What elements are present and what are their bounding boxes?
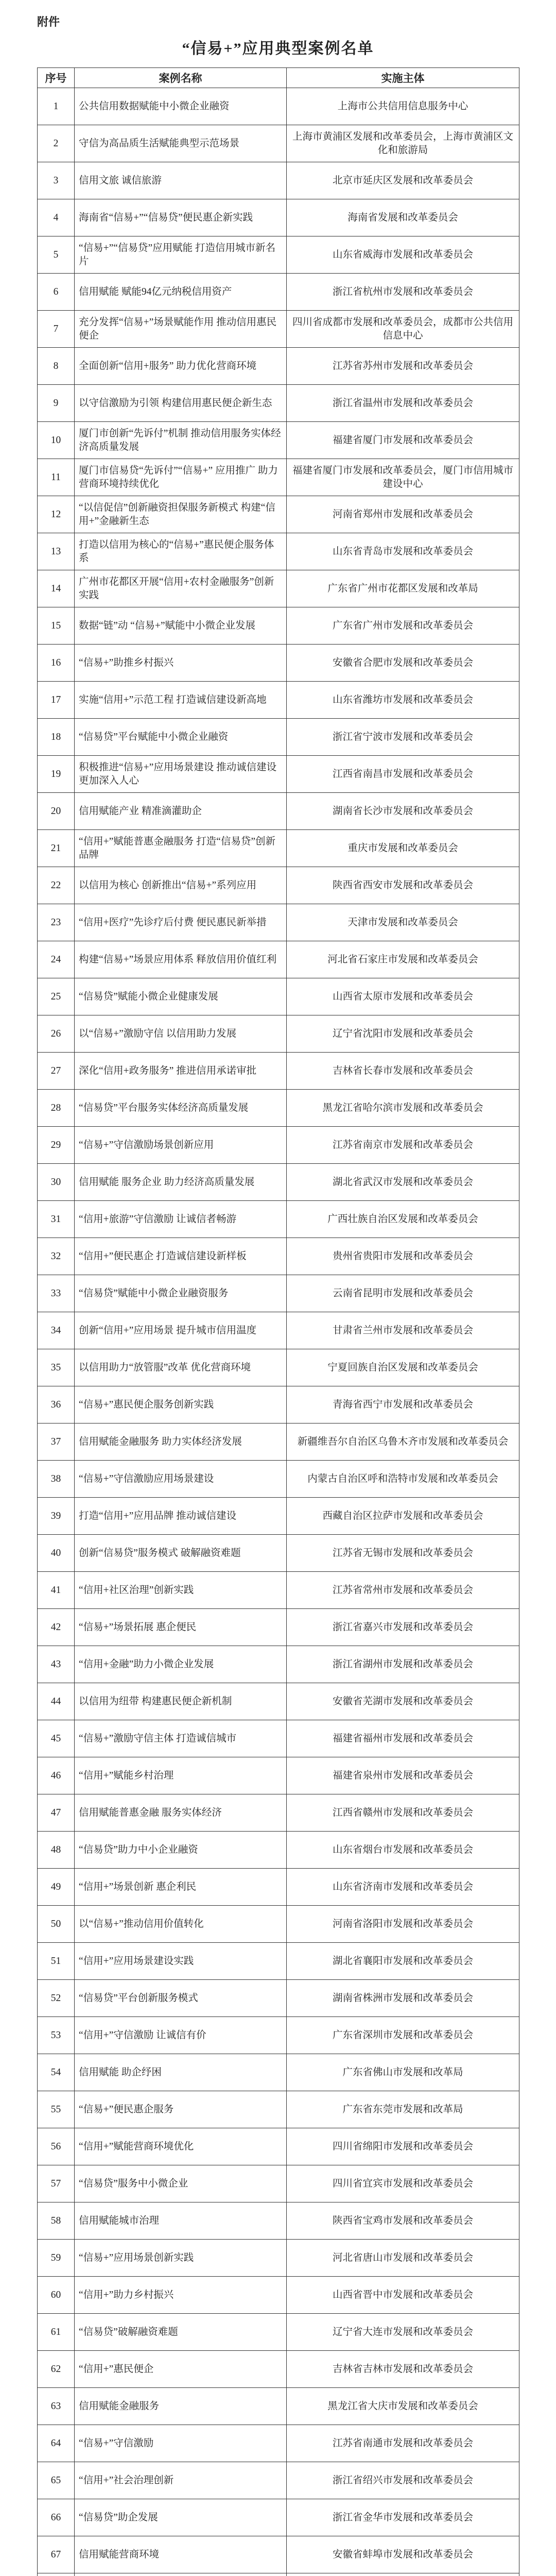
case-name: “信易+”场景拓展 惠企便民 bbox=[75, 1609, 287, 1646]
row-number: 38 bbox=[38, 1461, 75, 1498]
row-number: 37 bbox=[38, 1423, 75, 1461]
case-name: 厦门市创新“先诉付”机制 推动信用服务实体经济高质量发展 bbox=[75, 422, 287, 459]
page-title: “信易+”应用典型案例名单 bbox=[182, 40, 374, 57]
implementer: 浙江省嘉兴市发展和改革委员会 bbox=[287, 1609, 519, 1646]
case-name: “信易贷”助企发展 bbox=[75, 2499, 287, 2536]
table-row bbox=[38, 2091, 519, 2128]
row-number: 54 bbox=[38, 2054, 75, 2091]
table-row bbox=[38, 2054, 519, 2091]
implementer: 上海市公共信用信息服务中心 bbox=[287, 88, 519, 125]
case-name: “信用+”场景创新 惠企利民 bbox=[75, 1869, 287, 1906]
row-number: 25 bbox=[38, 978, 75, 1015]
implementer: 浙江省宁波市发展和改革委员会 bbox=[287, 719, 519, 756]
row-number: 20 bbox=[38, 793, 75, 830]
table-row bbox=[38, 1572, 519, 1609]
header-case-name: 案例名称 bbox=[75, 68, 287, 88]
table-row bbox=[38, 1683, 519, 1720]
case-name: 信用赋能 助企纾困 bbox=[75, 2054, 287, 2091]
implementer: 湖北省武汉市发展和改革委员会 bbox=[287, 1164, 519, 1201]
header-implementer: 实施主体 bbox=[287, 68, 519, 88]
implementer: 内蒙古自治区呼和浩特市发展和改革委员会 bbox=[287, 1461, 519, 1498]
implementer: 山东省威海市发展和改革委员会 bbox=[287, 236, 519, 274]
implementer: 甘肃省兰州市发展和改革委员会 bbox=[287, 1312, 519, 1349]
implementer: 四川省绵阳市发展和改革委员会 bbox=[287, 2128, 519, 2165]
table-row bbox=[38, 2425, 519, 2462]
row-number: 33 bbox=[38, 1275, 75, 1312]
row-number: 8 bbox=[38, 348, 75, 385]
case-name: “信用+”赋能营商环境优化 bbox=[75, 2128, 287, 2165]
case-name: 实施“信用+”示范工程 打造诚信建设新高地 bbox=[75, 682, 287, 719]
case-name: 公共信用数据赋能中小微企业融资 bbox=[75, 88, 287, 125]
case-name: 信用赋能城市治理 bbox=[75, 2202, 287, 2240]
implementer: 贵州省贵阳市发展和改革委员会 bbox=[287, 1238, 519, 1275]
implementer: 江苏省常州市发展和改革委员会 bbox=[287, 1572, 519, 1609]
table-row bbox=[38, 570, 519, 607]
table-row bbox=[38, 645, 519, 682]
row-number: 31 bbox=[38, 1201, 75, 1238]
table-row bbox=[38, 1535, 519, 1572]
case-name: “信用+”社会治理创新 bbox=[75, 2462, 287, 2499]
case-name: “信用+社区治理”创新实践 bbox=[75, 1572, 287, 1609]
implementer: 浙江省金华市发展和改革委员会 bbox=[287, 2499, 519, 2536]
case-name: 信用赋能 服务企业 助力经济高质量发展 bbox=[75, 1164, 287, 1201]
implementer: 江苏省南通市发展和改革委员会 bbox=[287, 2425, 519, 2462]
table-row bbox=[38, 1164, 519, 1201]
table-row bbox=[38, 756, 519, 793]
case-name: “信用+旅游”守信激励 让诚信者畅游 bbox=[75, 1201, 287, 1238]
implementer: 广东省佛山市发展和改革局 bbox=[287, 2054, 519, 2091]
implementer: 湖北省襄阳市发展和改革委员会 bbox=[287, 1943, 519, 1980]
table-row bbox=[38, 1349, 519, 1386]
implementer: 湖南省株洲市发展和改革委员会 bbox=[287, 1980, 519, 2017]
implementer: 海南省发展和改革委员会 bbox=[287, 199, 519, 236]
implementer bbox=[287, 2573, 519, 2576]
table-row bbox=[38, 2240, 519, 2277]
case-name: “信易+”“信易贷”应用赋能 打造信用城市新名片 bbox=[75, 236, 287, 274]
row-number: 63 bbox=[38, 2388, 75, 2425]
row-number: 41 bbox=[38, 1572, 75, 1609]
row-number: 53 bbox=[38, 2017, 75, 2054]
implementer: 黑龙江省大庆市发展和改革委员会 bbox=[287, 2388, 519, 2425]
implementer: 福建省厦门市发展和改革委员会 bbox=[287, 422, 519, 459]
implementer: 吉林省长春市发展和改革委员会 bbox=[287, 1053, 519, 1090]
implementer: 浙江省湖州市发展和改革委员会 bbox=[287, 1646, 519, 1683]
table-row bbox=[38, 88, 519, 125]
implementer: 江西省南昌市发展和改革委员会 bbox=[287, 756, 519, 793]
table-row bbox=[38, 125, 519, 162]
row-number: 49 bbox=[38, 1869, 75, 1906]
case-name: 以信用为核心 创新推出“信易+”系列应用 bbox=[75, 867, 287, 904]
table-row bbox=[38, 941, 519, 978]
row-number: 60 bbox=[38, 2277, 75, 2314]
table-row bbox=[38, 1312, 519, 1349]
table-row bbox=[38, 459, 519, 496]
row-number: 47 bbox=[38, 1794, 75, 1832]
row-number: 51 bbox=[38, 1943, 75, 1980]
table-row bbox=[38, 1609, 519, 1646]
implementer: 安徽省芜湖市发展和改革委员会 bbox=[287, 1683, 519, 1720]
implementer: 重庆市发展和改革委员会 bbox=[287, 830, 519, 867]
table-row bbox=[38, 1869, 519, 1906]
implementer: 宁夏回族自治区发展和改革委员会 bbox=[287, 1349, 519, 1386]
row-number: 7 bbox=[38, 311, 75, 348]
row-number: 42 bbox=[38, 1609, 75, 1646]
case-name: “信用+”助力乡村振兴 bbox=[75, 2277, 287, 2314]
row-number: 64 bbox=[38, 2425, 75, 2462]
case-name: “信易贷”赋能中小微企业融资服务 bbox=[75, 1275, 287, 1312]
row-number: 45 bbox=[38, 1720, 75, 1757]
case-name: “信易+”守信激励应用场景建设 bbox=[75, 1461, 287, 1498]
case-table bbox=[37, 67, 519, 2576]
row-number: 4 bbox=[38, 199, 75, 236]
case-name bbox=[75, 2573, 287, 2576]
row-number: 26 bbox=[38, 1015, 75, 1053]
table-row bbox=[38, 2573, 519, 2576]
case-name: “信用+”赋能乡村治理 bbox=[75, 1757, 287, 1794]
implementer: 广西壮族自治区发展和改革委员会 bbox=[287, 1201, 519, 1238]
case-name: 信用赋能金融服务 bbox=[75, 2388, 287, 2425]
implementer: 广东省深圳市发展和改革委员会 bbox=[287, 2017, 519, 2054]
case-name: 信用赋能营商环境 bbox=[75, 2536, 287, 2573]
table-row bbox=[38, 2499, 519, 2536]
table-row bbox=[38, 2202, 519, 2240]
table-row bbox=[38, 311, 519, 348]
attachment-label: 附件 bbox=[37, 15, 60, 28]
table-row bbox=[38, 1498, 519, 1535]
implementer: 新疆维吾尔自治区乌鲁木齐市发展和改革委员会 bbox=[287, 1423, 519, 1461]
table-row bbox=[38, 1201, 519, 1238]
row-number: 11 bbox=[38, 459, 75, 496]
table-row bbox=[38, 1275, 519, 1312]
row-number: 19 bbox=[38, 756, 75, 793]
table-row bbox=[38, 1794, 519, 1832]
case-name: 充分发挥“信易+”场景赋能作用 推动信用惠民便企 bbox=[75, 311, 287, 348]
implementer: 山西省晋中市发展和改革委员会 bbox=[287, 2277, 519, 2314]
case-name: 打造“信用+”应用品牌 推动诚信建设 bbox=[75, 1498, 287, 1535]
implementer: 江苏省无锡市发展和改革委员会 bbox=[287, 1535, 519, 1572]
table-row bbox=[38, 904, 519, 941]
row-number: 61 bbox=[38, 2314, 75, 2351]
row-number: 56 bbox=[38, 2128, 75, 2165]
case-name: “信用+”应用场景建设实践 bbox=[75, 1943, 287, 1980]
case-name: “信易+”应用场景创新实践 bbox=[75, 2240, 287, 2277]
case-name: “信易+”助推乡村振兴 bbox=[75, 645, 287, 682]
case-name: 信用赋能金融服务 助力实体经济发展 bbox=[75, 1423, 287, 1461]
case-name: 打造以信用为核心的“信易+”惠民便企服务体系 bbox=[75, 533, 287, 570]
implementer: 云南省昆明市发展和改革委员会 bbox=[287, 1275, 519, 1312]
row-number: 24 bbox=[38, 941, 75, 978]
row-number: 3 bbox=[38, 162, 75, 199]
row-number: 35 bbox=[38, 1349, 75, 1386]
row-number: 16 bbox=[38, 645, 75, 682]
case-name: “信用+医疗”先诊疗后付费 便民惠民新举措 bbox=[75, 904, 287, 941]
row-number: 15 bbox=[38, 607, 75, 645]
implementer: 青海省西宁市发展和改革委员会 bbox=[287, 1386, 519, 1423]
table-row bbox=[38, 1943, 519, 1980]
row-number: 59 bbox=[38, 2240, 75, 2277]
row-number: 58 bbox=[38, 2202, 75, 2240]
row-number: 66 bbox=[38, 2499, 75, 2536]
row-number: 52 bbox=[38, 1980, 75, 2017]
row-number: 50 bbox=[38, 1906, 75, 1943]
case-name: “以信促信”创新融资担保服务新模式 构建“信用+”金融新生态 bbox=[75, 496, 287, 533]
table-row bbox=[38, 978, 519, 1015]
table-row bbox=[38, 236, 519, 274]
table-row bbox=[38, 1423, 519, 1461]
case-name: 守信为高品质生活赋能典型示范场景 bbox=[75, 125, 287, 162]
implementer: 河南省洛阳市发展和改革委员会 bbox=[287, 1906, 519, 1943]
implementer: 福建省泉州市发展和改革委员会 bbox=[287, 1757, 519, 1794]
table-row bbox=[38, 1906, 519, 1943]
case-name: 创新“信易贷”服务模式 破解融资难题 bbox=[75, 1535, 287, 1572]
implementer: 天津市发展和改革委员会 bbox=[287, 904, 519, 941]
implementer: 四川省宜宾市发展和改革委员会 bbox=[287, 2165, 519, 2202]
table-row bbox=[38, 1386, 519, 1423]
case-name: “信易贷”助力中小企业融资 bbox=[75, 1832, 287, 1869]
case-name: “信易贷”服务中小微企业 bbox=[75, 2165, 287, 2202]
implementer: 黑龙江省哈尔滨市发展和改革委员会 bbox=[287, 1090, 519, 1127]
implementer: 山东省烟台市发展和改革委员会 bbox=[287, 1832, 519, 1869]
implementer: 辽宁省大连市发展和改革委员会 bbox=[287, 2314, 519, 2351]
case-name: 数据“链”动 “信易+”赋能中小微企业发展 bbox=[75, 607, 287, 645]
case-name: 厦门市信易贷“先诉付”“信易+” 应用推广 助力营商环境持续优化 bbox=[75, 459, 287, 496]
table-row bbox=[38, 1720, 519, 1757]
table-row bbox=[38, 682, 519, 719]
implementer: 湖南省长沙市发展和改革委员会 bbox=[287, 793, 519, 830]
case-name: “信易+”守信激励场景创新应用 bbox=[75, 1127, 287, 1164]
header-no: 序号 bbox=[38, 68, 75, 88]
table-row bbox=[38, 496, 519, 533]
implementer: 河北省石家庄市发展和改革委员会 bbox=[287, 941, 519, 978]
case-name: “信用+”便民惠企 打造诚信建设新样板 bbox=[75, 1238, 287, 1275]
row-number: 28 bbox=[38, 1090, 75, 1127]
table-row bbox=[38, 2128, 519, 2165]
implementer: 浙江省杭州市发展和改革委员会 bbox=[287, 274, 519, 311]
table-row bbox=[38, 533, 519, 570]
table-row bbox=[38, 1127, 519, 1164]
row-number: 6 bbox=[38, 274, 75, 311]
row-number: 34 bbox=[38, 1312, 75, 1349]
row-number: 5 bbox=[38, 236, 75, 274]
case-name: 以信用为纽带 构建惠民便企新机制 bbox=[75, 1683, 287, 1720]
case-name: 创新“信用+”应用场景 提升城市信用温度 bbox=[75, 1312, 287, 1349]
implementer: 辽宁省沈阳市发展和改革委员会 bbox=[287, 1015, 519, 1053]
case-name: “信用+”守信激励 让诚信有价 bbox=[75, 2017, 287, 2054]
table-row bbox=[38, 2277, 519, 2314]
case-name: “信用+金融”助力小微企业发展 bbox=[75, 1646, 287, 1683]
row-number: 1 bbox=[38, 88, 75, 125]
row-number: 43 bbox=[38, 1646, 75, 1683]
implementer: 广东省广州市发展和改革委员会 bbox=[287, 607, 519, 645]
case-name: “信易+”守信激励 bbox=[75, 2425, 287, 2462]
row-number: 48 bbox=[38, 1832, 75, 1869]
case-name: 以信用助力“放管服”改革 优化营商环境 bbox=[75, 1349, 287, 1386]
implementer: 安徽省合肥市发展和改革委员会 bbox=[287, 645, 519, 682]
case-name: 广州市花都区开展“信用+农村金融服务”创新实践 bbox=[75, 570, 287, 607]
table-row bbox=[38, 422, 519, 459]
table-row bbox=[38, 385, 519, 422]
row-number: 62 bbox=[38, 2351, 75, 2388]
case-name: “信易贷”平台赋能中小微企业融资 bbox=[75, 719, 287, 756]
implementer: 西藏自治区拉萨市发展和改革委员会 bbox=[287, 1498, 519, 1535]
implementer: 江西省赣州市发展和改革委员会 bbox=[287, 1794, 519, 1832]
table-row bbox=[38, 830, 519, 867]
table-row bbox=[38, 2536, 519, 2573]
implementer: 安徽省蚌埠市发展和改革委员会 bbox=[287, 2536, 519, 2573]
implementer: 四川省成都市发展和改革委员会，成都市公共信用信息中心 bbox=[287, 311, 519, 348]
table-row bbox=[38, 2314, 519, 2351]
implementer: 山东省济南市发展和改革委员会 bbox=[287, 1869, 519, 1906]
case-name: 全面创新“信用+服务” 助力优化营商环境 bbox=[75, 348, 287, 385]
row-number: 57 bbox=[38, 2165, 75, 2202]
implementer: 上海市黄浦区发展和改革委员会，上海市黄浦区文化和旅游局 bbox=[287, 125, 519, 162]
row-number: 17 bbox=[38, 682, 75, 719]
table-row bbox=[38, 1090, 519, 1127]
row-number: 67 bbox=[38, 2536, 75, 2573]
row-number: 18 bbox=[38, 719, 75, 756]
row-number: 10 bbox=[38, 422, 75, 459]
table-row bbox=[38, 1832, 519, 1869]
implementer: 福建省厦门市发展和改革委员会，厦门市信用城市建设中心 bbox=[287, 459, 519, 496]
case-name: 海南省“信易+”“信易贷”便民惠企新实践 bbox=[75, 199, 287, 236]
case-name: 积极推进“信易+”应用场景建设 推动诚信建设更加深入人心 bbox=[75, 756, 287, 793]
implementer: 江苏省南京市发展和改革委员会 bbox=[287, 1127, 519, 1164]
table-row bbox=[38, 2462, 519, 2499]
table-row bbox=[38, 2388, 519, 2425]
table-row bbox=[38, 2351, 519, 2388]
table-row bbox=[38, 793, 519, 830]
implementer: 陕西省西安市发展和改革委员会 bbox=[287, 867, 519, 904]
table-row bbox=[38, 867, 519, 904]
case-name: 信用赋能普惠金融 服务实体经济 bbox=[75, 1794, 287, 1832]
row-number: 30 bbox=[38, 1164, 75, 1201]
table-row bbox=[38, 1238, 519, 1275]
case-name: “信易+”激励守信主体 打造诚信城市 bbox=[75, 1720, 287, 1757]
case-name: “信易贷”赋能小微企业健康发展 bbox=[75, 978, 287, 1015]
implementer: 广东省东莞市发展和改革局 bbox=[287, 2091, 519, 2128]
case-name: 深化“信用+政务服务” 推进信用承诺审批 bbox=[75, 1053, 287, 1090]
table-row bbox=[38, 162, 519, 199]
implementer: 吉林省吉林市发展和改革委员会 bbox=[287, 2351, 519, 2388]
case-name: 信用赋能 赋能94亿元纳税信用资产 bbox=[75, 274, 287, 311]
case-name: 构建“信易+”场景应用体系 释放信用价值红利 bbox=[75, 941, 287, 978]
case-name: 信用赋能产业 精准滴灌助企 bbox=[75, 793, 287, 830]
implementer: 广东省广州市花都区发展和改革局 bbox=[287, 570, 519, 607]
row-number: 39 bbox=[38, 1498, 75, 1535]
implementer: 北京市延庆区发展和改革委员会 bbox=[287, 162, 519, 199]
case-name: “信用+”惠民便企 bbox=[75, 2351, 287, 2388]
row-number: 44 bbox=[38, 1683, 75, 1720]
case-name: “信用+”赋能普惠金融服务 打造“信易贷”创新品牌 bbox=[75, 830, 287, 867]
row-number: 23 bbox=[38, 904, 75, 941]
table-row bbox=[38, 2165, 519, 2202]
row-number: 13 bbox=[38, 533, 75, 570]
table-body bbox=[38, 88, 519, 2576]
row-number: 40 bbox=[38, 1535, 75, 1572]
row-number: 55 bbox=[38, 2091, 75, 2128]
table-row bbox=[38, 1015, 519, 1053]
row-number: 12 bbox=[38, 496, 75, 533]
case-name: 以“信易+”激励守信 以信用助力发展 bbox=[75, 1015, 287, 1053]
table-row bbox=[38, 1646, 519, 1683]
table-header-row bbox=[38, 68, 519, 88]
row-number: 29 bbox=[38, 1127, 75, 1164]
implementer: 河南省郑州市发展和改革委员会 bbox=[287, 496, 519, 533]
row-number: 46 bbox=[38, 1757, 75, 1794]
row-number: 9 bbox=[38, 385, 75, 422]
case-name: “信易+”便民惠企服务 bbox=[75, 2091, 287, 2128]
row-number: 36 bbox=[38, 1386, 75, 1423]
case-name: “信易贷”破解融资难题 bbox=[75, 2314, 287, 2351]
table-row bbox=[38, 2017, 519, 2054]
implementer: 福建省福州市发展和改革委员会 bbox=[287, 1720, 519, 1757]
case-name: 以“信易+”推动信用价值转化 bbox=[75, 1906, 287, 1943]
implementer: 河北省唐山市发展和改革委员会 bbox=[287, 2240, 519, 2277]
row-number: 21 bbox=[38, 830, 75, 867]
row-number: 2 bbox=[38, 125, 75, 162]
implementer: 山西省太原市发展和改革委员会 bbox=[287, 978, 519, 1015]
table-row bbox=[38, 1980, 519, 2017]
row-number: 32 bbox=[38, 1238, 75, 1275]
table-row bbox=[38, 1053, 519, 1090]
case-name: “信易贷”平台创新服务模式 bbox=[75, 1980, 287, 2017]
table-row bbox=[38, 274, 519, 311]
implementer: 山东省潍坊市发展和改革委员会 bbox=[287, 682, 519, 719]
row-number bbox=[38, 2573, 75, 2576]
table-row bbox=[38, 1461, 519, 1498]
case-name: 以守信激励为引领 构建信用惠民便企新生态 bbox=[75, 385, 287, 422]
implementer: 山东省青岛市发展和改革委员会 bbox=[287, 533, 519, 570]
table-row bbox=[38, 348, 519, 385]
implementer: 江苏省苏州市发展和改革委员会 bbox=[287, 348, 519, 385]
implementer: 浙江省温州市发展和改革委员会 bbox=[287, 385, 519, 422]
table-row bbox=[38, 199, 519, 236]
case-name: “信易+”惠民便企服务创新实践 bbox=[75, 1386, 287, 1423]
case-name: “信易贷”平台服务实体经济高质量发展 bbox=[75, 1090, 287, 1127]
implementer: 陕西省宝鸡市发展和改革委员会 bbox=[287, 2202, 519, 2240]
table-row bbox=[38, 607, 519, 645]
case-name: 信用文旅 诚信旅游 bbox=[75, 162, 287, 199]
row-number: 22 bbox=[38, 867, 75, 904]
table-row bbox=[38, 1757, 519, 1794]
table-row bbox=[38, 719, 519, 756]
row-number: 27 bbox=[38, 1053, 75, 1090]
implementer: 浙江省绍兴市发展和改革委员会 bbox=[287, 2462, 519, 2499]
row-number: 14 bbox=[38, 570, 75, 607]
row-number: 65 bbox=[38, 2462, 75, 2499]
